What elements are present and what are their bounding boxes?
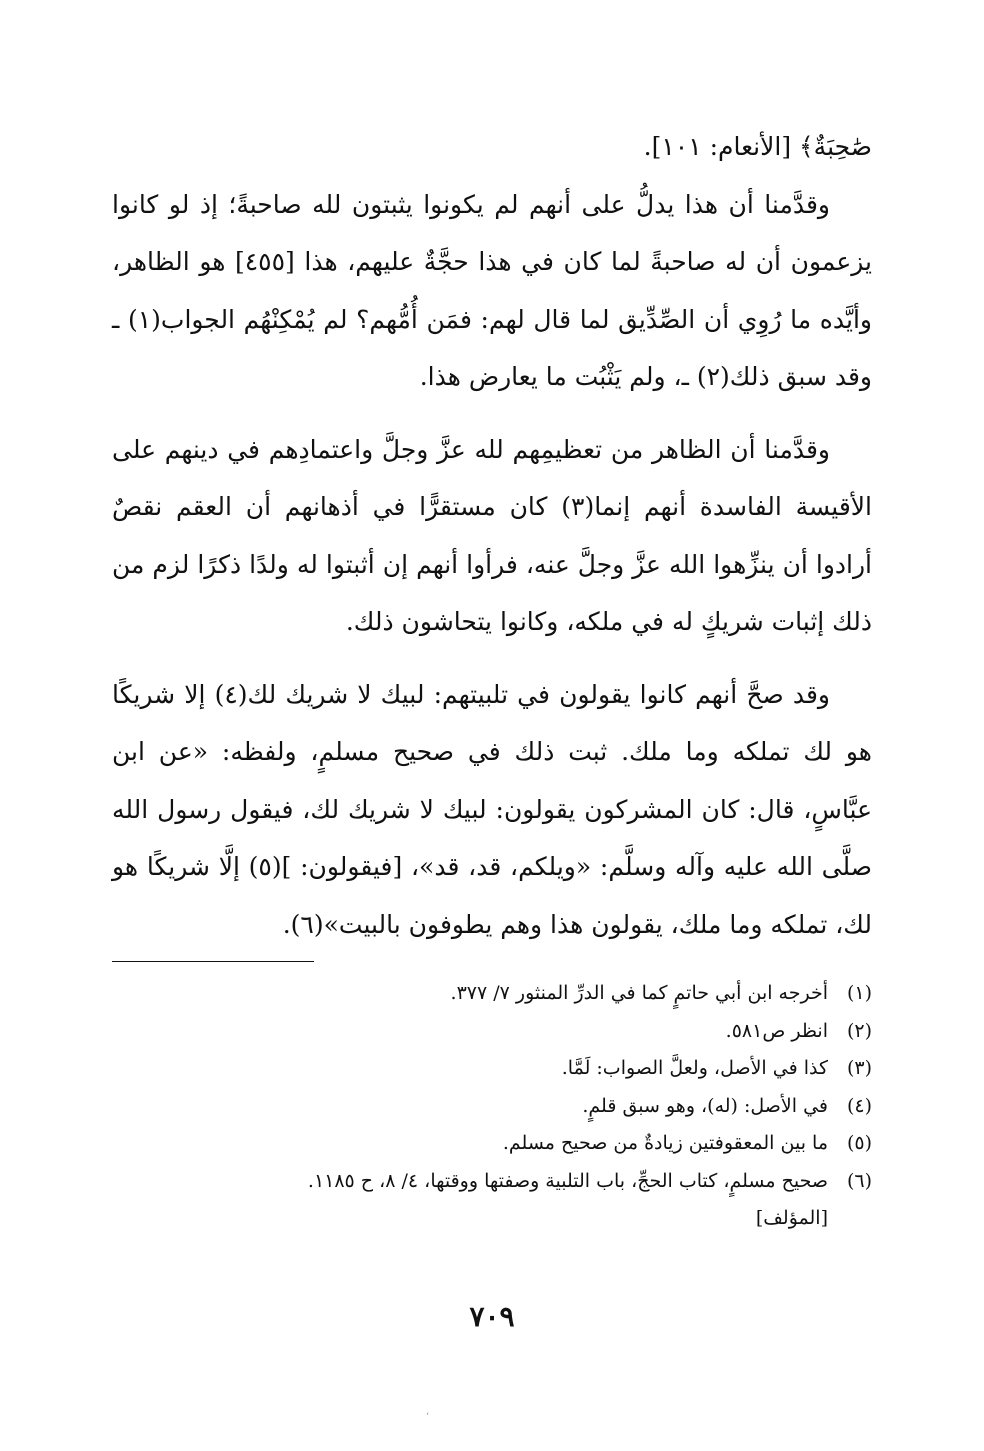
- main-text: [112, 118, 872, 953]
- footnote-number: (٦): [846, 1169, 872, 1192]
- footnote-text: صحيح مسلمٍ، كتاب الحجِّ، باب التلبية وصفتها ووقتها، ٤/ ٨، ح ١١٨٥.: [307, 1169, 828, 1192]
- paragraph: وقدَّمنا أن الظاهر من تعظيمِهم لله عزَّ وجلَّ واعتمادِهم في دينهم على الأقيسة الفاسدة أنهم إنما(٣) كان مستقرًّا في أذهانهم أن العقم نقصٌ أرادوا أن ينزِّهوا الله عزَّ وجلَّ عنه، فرأوا أنهم إن أثبتوا له ولدًا ذكرًا لزم من ذلك إثبات شريكٍ له في ملكه، وكانوا يتحاشون ذلك.: [112, 434, 872, 636]
- footnote: [100, 975, 872, 1013]
- footnote-text: أخرجه ابن أبي حاتمٍ كما في الدرِّ المنثور ٧/ ٣٧٧.: [450, 982, 828, 1004]
- footnote: [100, 1163, 872, 1201]
- footnote-text: ما بين المعقوفتين زيادةٌ من صحيح مسلم.: [502, 1132, 828, 1154]
- scan-mark: ٬: [426, 1412, 430, 1423]
- footnote-text: انظر ص٥٨١.: [725, 1019, 828, 1042]
- footnote: [100, 1088, 872, 1126]
- page-number: ٧٠٩: [469, 1300, 515, 1333]
- paragraph: وقدَّمنا أن هذا يدلُّ على أنهم لم يكونوا يثبتون لله صاحبةً؛ إذ لو كانوا يزعمون أن له صاحبةً لما كان في هذا حجَّةٌ عليهم، هذا [٤٥٥] هو الظاهر، وأيَّده ما رُوِي أن الصِّدِّيق لما قال لهم: فمَن أُمُّهم؟ لم يُمْكِنْهُم الجواب(١) ـ وقد سبق ذلك(٢) ـ، ولم يَثْبُت ما يعارض هذا.: [112, 189, 872, 391]
- footnote-text: كذا في الأصل، ولعلَّ الصواب: لَمَّا.: [561, 1057, 828, 1079]
- footnote: [100, 1050, 872, 1088]
- footnote-number: (٢): [846, 1019, 872, 1042]
- footnote-number: (٤): [846, 1094, 872, 1117]
- footnote: [100, 1125, 872, 1163]
- footnote: [100, 1013, 872, 1051]
- footnote-separator: [112, 961, 314, 962]
- footnote-number: (٣): [846, 1057, 872, 1079]
- footnotes: [100, 975, 872, 1238]
- paragraph: وقد صحَّ أنهم كانوا يقولون في تلبيتهم: لبيك لا شريك لك(٤) إلا شريكًا هو لك تملكه وما ملك. ثبت ذلك في صحيح مسلمٍ، ولفظه: «عن ابن عبَّاسٍ، قال: كان المشركون يقولون: لبيك لا شريك لك، فيقول رسول الله صلَّى الله عليه وآله وسلَّم: «ويلكم، قد، قد»، [فيقولون: ](٥) إلَّا شريكًا هو لك، تملكه وما ملك، يقولون هذا وهم يطوفون بالبيت»(٦).: [112, 679, 872, 939]
- footnote-text: في الأصل: (له)، وهو سبق قلمٍ.: [582, 1094, 828, 1117]
- footnote-continuation: [المؤلف]: [755, 1207, 828, 1229]
- footnote-number: (١): [846, 982, 872, 1004]
- paragraph-continuation: صَٰحِبَةٌ﴾ [الأنعام: ١٠١].: [643, 132, 872, 161]
- footnote-number: (٥): [846, 1132, 872, 1154]
